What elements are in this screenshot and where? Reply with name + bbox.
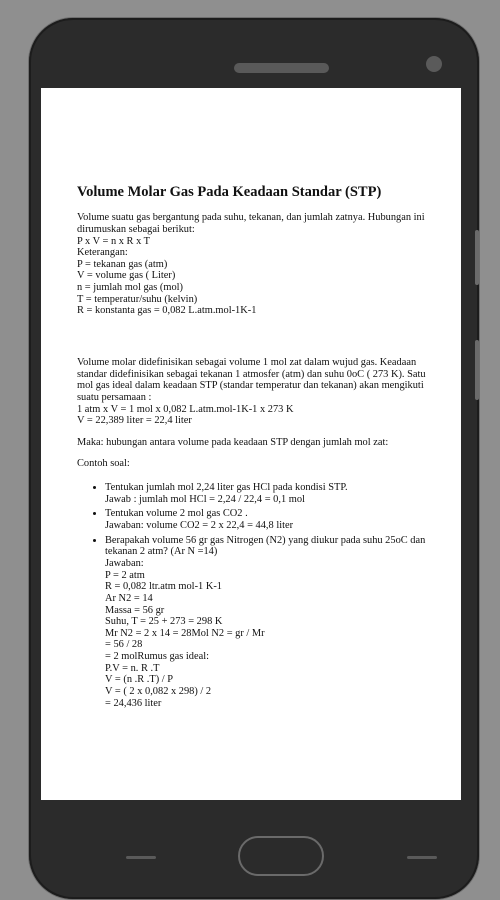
power-button xyxy=(475,340,479,400)
example-answer-line: Jawab : jumlah mol HCl = 2,24 / 22,4 = 0,1 mol xyxy=(105,493,305,505)
example-answer-line: = 24,436 liter xyxy=(105,697,162,709)
app-screen[interactable] xyxy=(41,88,461,800)
volume-button xyxy=(475,230,479,285)
definition-line: P = tekanan gas (atm) xyxy=(77,258,168,270)
example-answer-line: Massa = 56 gr xyxy=(105,604,165,616)
ideal-gas-formula: P x V = n x R x T xyxy=(77,235,151,247)
back-nav-button[interactable] xyxy=(126,856,156,859)
article-content xyxy=(77,184,437,712)
stp-equation-2: V = 22,389 liter = 22,4 liter xyxy=(77,415,192,427)
example-answer-line: R = 0,082 ltr.atm mol-1 K-1 xyxy=(105,581,222,593)
example-answer-line: Jawaban: volume CO2 = 2 x 22,4 = 44,8 liter xyxy=(105,520,294,532)
examples-label: Contoh soal: xyxy=(77,458,130,470)
example-answer-line: Mr N2 = 2 x 14 = 28Mol N2 = gr / Mr xyxy=(105,627,265,639)
definition-line: R = konstanta gas = 0,082 L.atm.mol-1K-1 xyxy=(77,305,257,317)
example-question: • Tentukan volume 2 mol gas CO2 . xyxy=(105,508,248,520)
relation-text: Maka: hubungan antara volume pada keadaan STP dengan jumlah mol zat: xyxy=(77,436,389,448)
speaker-grille xyxy=(234,63,329,73)
example-answer-line: = 56 / 28 xyxy=(105,639,143,651)
definition-line: T = temperatur/suhu (kelvin) xyxy=(77,293,198,305)
example-answer-line: P = 2 atm xyxy=(105,569,145,581)
examples-list xyxy=(77,482,437,709)
front-camera xyxy=(426,56,442,72)
article-title: Volume Molar Gas Pada Keadaan Standar (STP) xyxy=(77,184,382,200)
intro-paragraph: Volume suatu gas bergantung pada suhu, tekanan, dan jumlah zatnya. Hubungan ini dirumuskan sebagai berikut: xyxy=(77,212,425,235)
example-item xyxy=(105,508,437,531)
example-item xyxy=(105,535,437,710)
keterangan-label: Keterangan: xyxy=(77,247,128,259)
definition-line: n = jumlah mol gas (mol) xyxy=(77,282,184,294)
definitions-list xyxy=(77,259,437,317)
example-question: • Berapakah volume 56 gr gas Nitrogen (N2) yang diukur pada suhu 25oC dan tekanan 2 atm? (Ar N =14) xyxy=(105,534,426,558)
stp-paragraph: Volume molar didefinisikan sebagai volume 1 mol zat dalam wujud gas. Keadaan standar didefinisikan sebagai tekanan 1 atmosfer (atm) dan suhu 0oC ( 273 K). Satu mol gas ideal dalam keadaan STP (standar temperatur dan tekanan) akan mengikuti suatu persamaan : xyxy=(77,357,426,403)
example-question: • Tentukan jumlah mol 2,24 liter gas HCl pada kondisi STP. xyxy=(105,482,348,494)
home-nav-button[interactable] xyxy=(238,836,324,876)
stp-equation-1: 1 atm x V = 1 mol x 0,082 L.atm.mol-1K-1 x 273 K xyxy=(77,403,294,415)
example-answer-line: Suhu, T = 25 + 273 = 298 K xyxy=(105,616,223,628)
example-answer-line: V = ( 2 x 0,082 x 298) / 2 xyxy=(105,686,212,698)
example-answer-line: Jawaban: xyxy=(105,557,144,569)
example-answer-line: = 2 molRumus gas ideal: xyxy=(105,651,209,663)
example-answer-line: Ar N2 = 14 xyxy=(105,592,153,604)
example-answer-line: V = (n .R .T) / P xyxy=(105,674,174,686)
example-answer-line: P.V = n. R .T xyxy=(105,662,160,674)
example-item xyxy=(105,482,437,505)
recent-apps-nav-button[interactable] xyxy=(407,856,437,859)
definition-line: V = volume gas ( Liter) xyxy=(77,270,176,282)
